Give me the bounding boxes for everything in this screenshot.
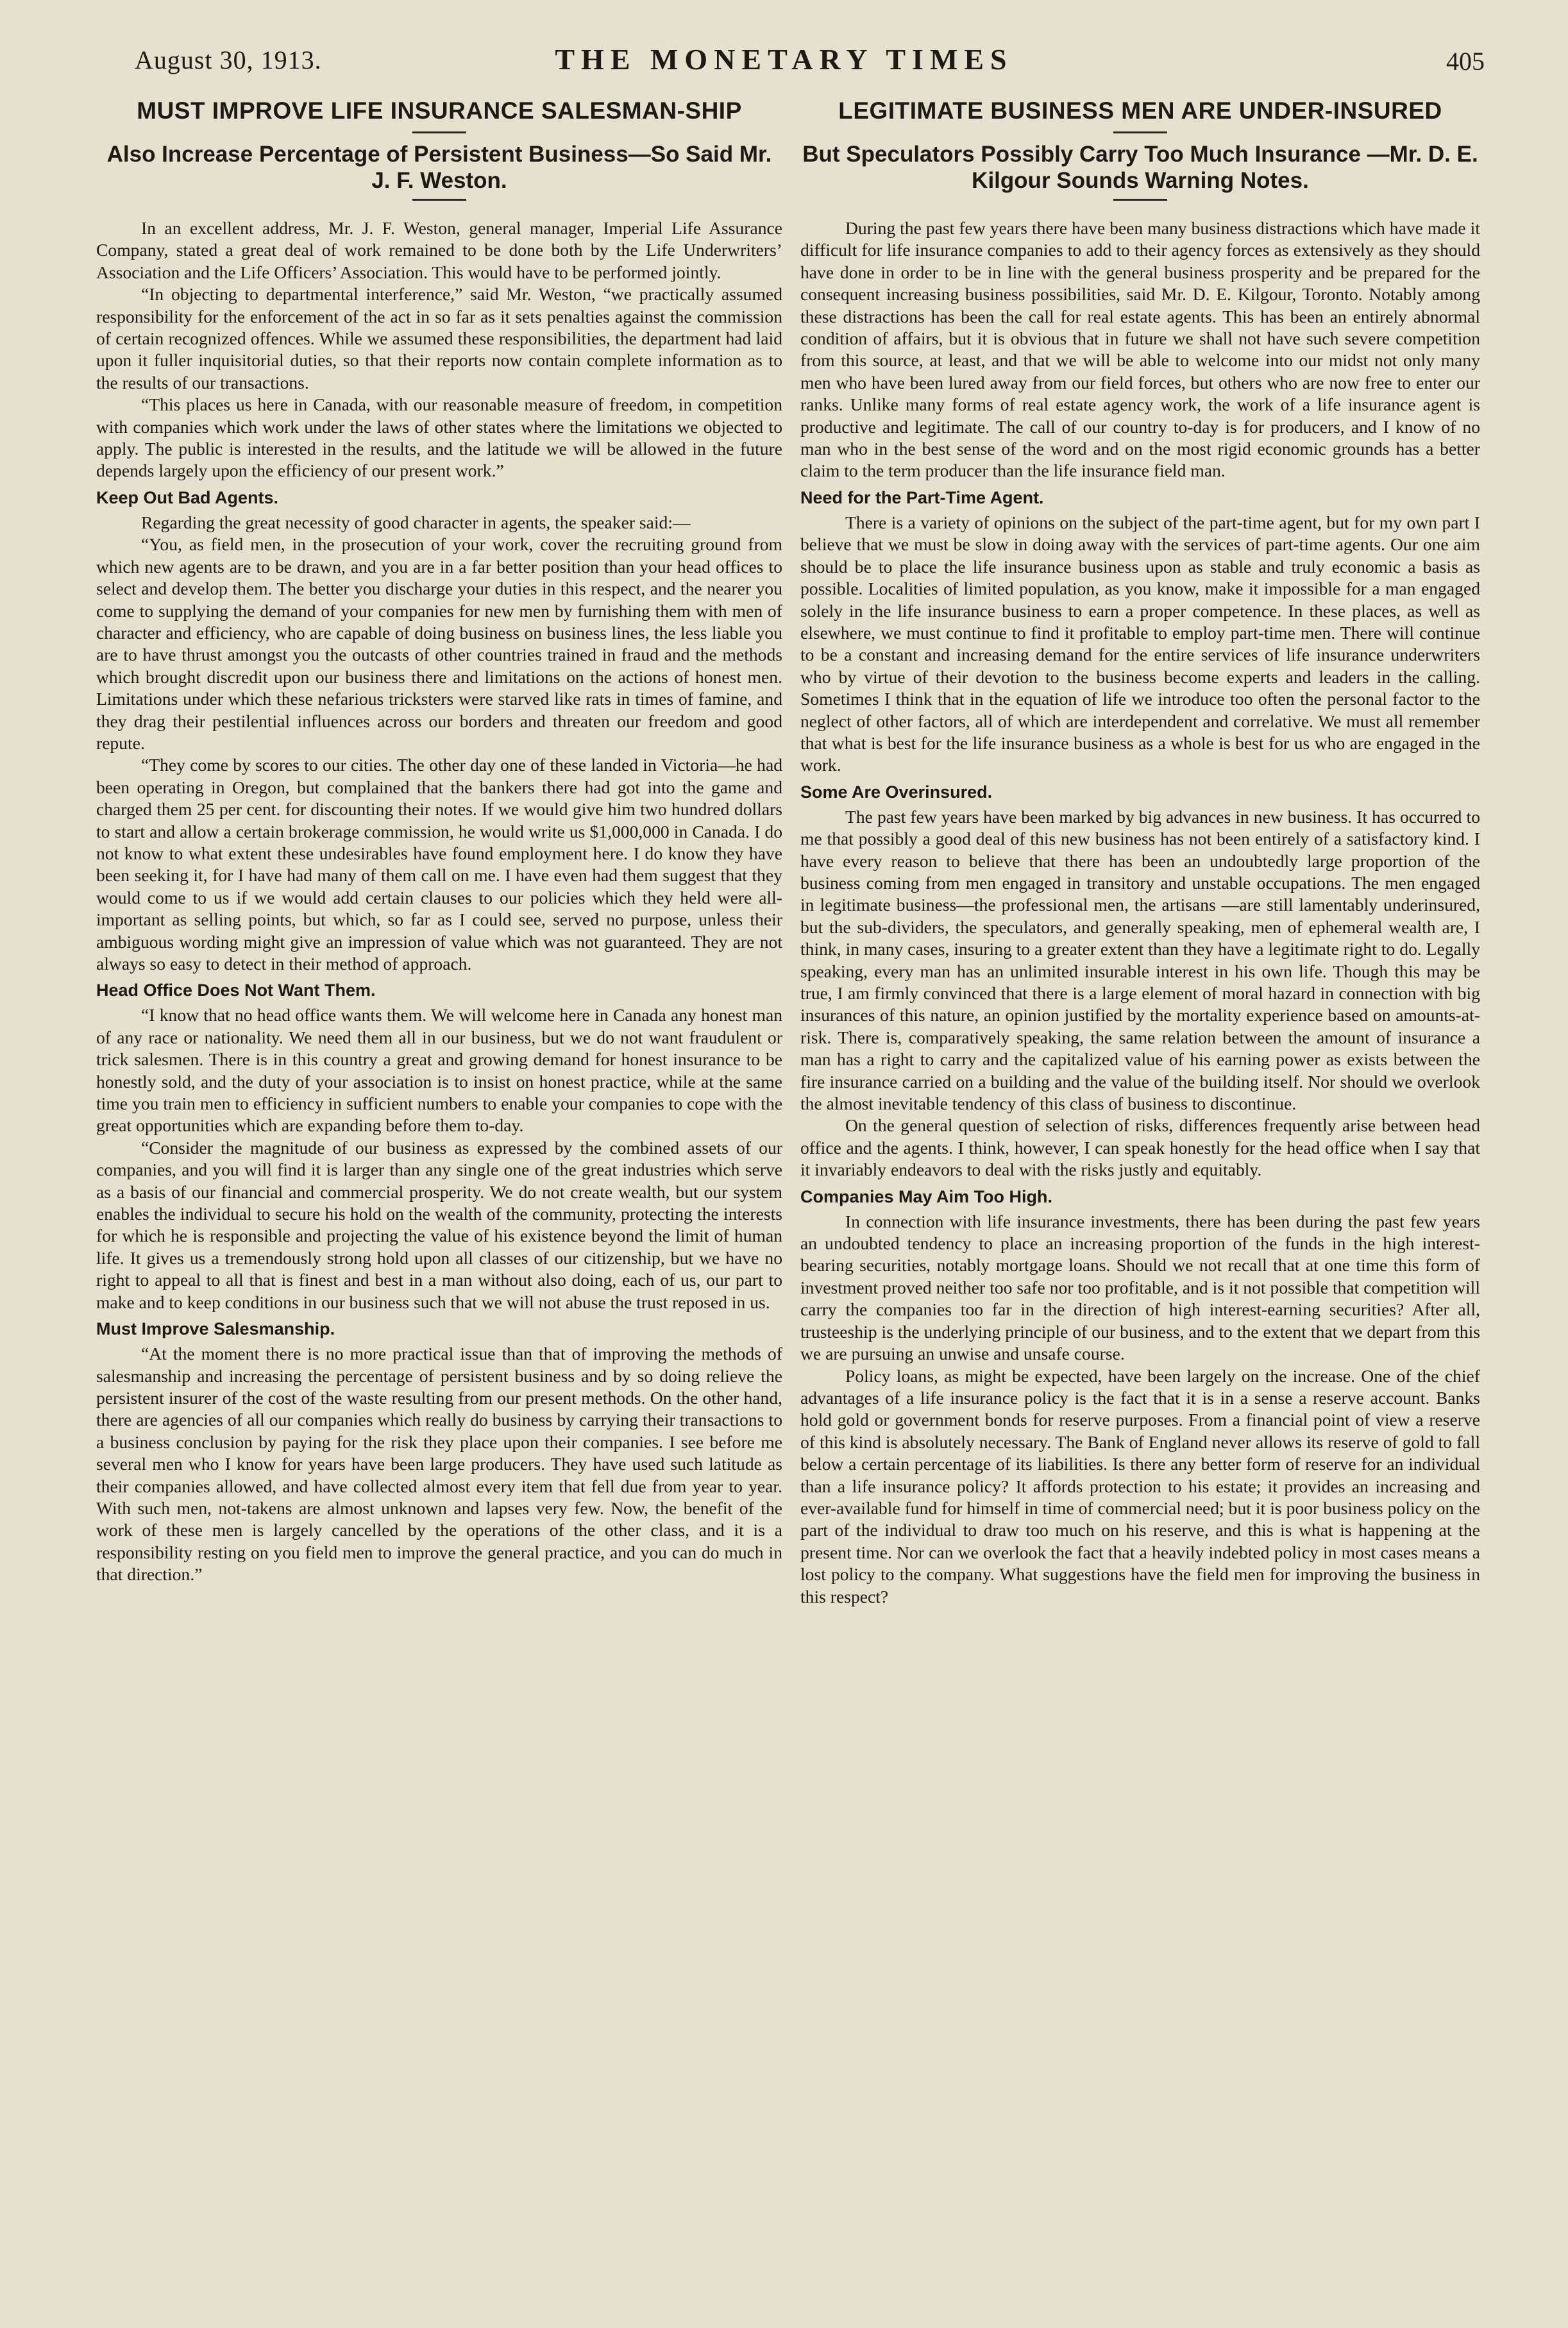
- section-heading: Some Are Overinsured.: [800, 782, 993, 802]
- section-heading: Must Improve Salesmanship.: [96, 1319, 335, 1339]
- article-body: [800, 217, 1480, 1608]
- page-number: 405: [1446, 47, 1485, 76]
- headline-rule: [1113, 131, 1167, 133]
- paragraph: “Consider the magnitude of our business as expressed by the combined assets of our companies, and you will find it is larger than any single one of the great industries which serve as a basis of our financial and commercial prosperity. We do not create wealth, but our system enables the individual to secure his hold on the wealth of the community, protecting the interests for which he is responsible and projecting the value of his existence beyond the limit of human life. It gives us a tremendously strong hold upon all classes of our citizenship, but we have no right to appeal to all that is finest and best in a man without also doing, each of us, our part to make and to keep conditions in our business such that we will not abuse the trust reposed in us.: [96, 1137, 782, 1312]
- paragraph: There is a variety of opinions on the subject of the part-time agent, but for my own part I believe that we must be slow in doing away with the services of part-time agents. Our one aim should be to place the life insurance business upon as stable and truly economic a basis as possible. Localities of limited population, as you know, make it impossible for a man engaged solely in the life insurance business to earn a proper competence. In these places, as well as elsewhere, we must continue to find it profitable to employ part-time men. There will continue to be a constant and increasing demand for the entire services of life insurance underwriters who by virtue of their devotion to the business become experts and leaders in the calling. Sometimes I think that in the equation of life we introduce too often the personal factor to the neglect of other factors, all of which are interdependent and correlative. We must all remember that what is best for the life insurance business as a whole is best for us who are engaged in the work.: [800, 512, 1480, 775]
- article-headline: LEGITIMATE BUSINESS MEN ARE UNDER-INSURED: [838, 97, 1442, 124]
- paragraph: Regarding the great necessity of good character in agents, the speaker said:—: [141, 512, 691, 532]
- article-body: [96, 217, 782, 1586]
- paragraph: “This places us here in Canada, with our reasonable measure of freedom, in competition with companies which work under the laws of other states where the limitations we objected to apply. The public is interested in the results, and the latitude we will be allowed in the future depends largely upon the efficiency of our present work.”: [96, 394, 782, 481]
- section-heading: Need for the Part-Time Agent.: [800, 487, 1044, 507]
- paragraph: During the past few years there have been many business distractions which have made it difficult for life insurance companies to add to their agency forces as extensively as they should have done in order to be in line with the general business prosperity and be prepared for the consequent increasing business possibilities, said Mr. D. E. Kilgour, Toronto. Notably among these distractions has been the call for real estate agents. This has been an entirely abnormal condition of affairs, but it is obvious that in future we shall not have such severe competition from this source, at least, and that we will be able to welcome into our midst not only many men who have been lured away from our field forces, but others who are now free to enter our ranks. Unlike many forms of real estate agency work, the work of a life insurance agent is productive and legitimate. The call of our country to-day is for producers, and I know of no man who in the best sense of the word and on the most rigid economic grounds has a better claim to the term producer than the life insurance field man.: [800, 218, 1480, 481]
- left-article: [96, 96, 782, 2302]
- subhead-rule: [412, 199, 466, 201]
- paragraph: The past few years have been marked by big advances in new business. It has occurred to me that possibly a good deal of this new business has not been entirely of a satisfactory kind. I have every reason to believe that there has been an undoubtedly large proportion of the business coming from men engaged in transitory and unstable occupations. The men engaged in legitimate business—the professional men, the artisans —are still lamentably underinsured, but the sub-dividers, the speculators, and generally speaking, men of ephemeral wealth are, I think, in many cases, insuring to a greater extent than they have a legitimate right to do. Legally speaking, every man has an unlimited insurable interest in his own life. Though this may be true, I am firmly convinced that there is a large element of moral hazard in connection with big insurances of this nature, an opinion justified by the mortality experience based on amounts-at-risk. There is, comparatively speaking, the same relation between the amount of insurance a man has a right to carry and the capitalized value of his earning power as exists between the fire insurance carried on a building and the value of the building itself. Nor should we overlook the almost inevitable tendency of this class of business to discontinue.: [800, 806, 1480, 1114]
- paragraph: “They come by scores to our cities. The other day one of these landed in Victoria—he had been operating in Oregon, but complained that the bankers there had got into the game and charged them 25 per cent. for discounting their notes. If we would give him two hundred dollars to start and allow a certain brokerage commission, he would write us $1,000,000 in Canada. I do not know to what extent these undesirables have found employment here. I do know they have been seeking it, for I have had many of them call on me. I have even had them suggest that they would come to us if we would add certain clauses to our policies which they held were all-important as selling points, but which, so far as I could see, served no purpose, unless their ambiguous wording might give an impression of value which was not guaranteed. They are not always so easy to detect in their method of approach.: [96, 755, 782, 974]
- headline-rule: [412, 131, 466, 133]
- paragraph: In an excellent address, Mr. J. F. Weston, general manager, Imperial Life Assurance Company, stated a great deal of work remained to be done both by the Life Underwriters’ Association and the Life Officers’ Association. This would have to be performed jointly.: [96, 218, 782, 282]
- paragraph: On the general question of selection of risks, differences frequently arise between head office and the agents. I think, however, I can speak honestly for the head office when I say that it invariably endeavors to deal with the risks justly and equitably.: [800, 1115, 1480, 1180]
- paragraph: Policy loans, as might be expected, have been largely on the increase. One of the chief advantages of a life insurance policy is the fact that it is in a sense a reserve account. Banks hold gold or government bonds for reserve purposes. From a financial point of view a reserve of this kind is absolutely necessary. The Bank of England never allows its reserve of gold to fall below a certain percentage of its liabilities. Is there any better form of reserve for an individual than a life insurance policy? It affords protection to his estate; it provides an increasing and ever-available fund for himself in time of commercial need; but it is poor business policy on the part of the individual to draw too much on his reserve, and this is what is happening at the present time. Nor can we overlook the fact that a heavily indebted policy in most cases means a lost policy to the company. What suggestions have the field men for improving the business in this respect?: [800, 1365, 1480, 1607]
- paragraph: “In objecting to departmental interference,” said Mr. Weston, “we practically assumed responsibility for the enforcement of the act in so far as it sets penalties against the commission of certain recognized offences. While we assumed these responsibilities, the department had laid upon it fuller inquisitorial duties, so that their reports now contain complete information as to the results of our transactions.: [96, 284, 782, 392]
- article-headline: MUST IMPROVE LIFE INSURANCE SALESMAN-SHIP: [137, 97, 742, 124]
- article-subhead: Also Increase Percentage of Persistent Business—So Said Mr. J. F. Weston.: [106, 142, 772, 193]
- subhead-rule: [1113, 199, 1167, 201]
- article-subhead: But Speculators Possibly Carry Too Much Insurance —Mr. D. E. Kilgour Sounds Warning Notes.: [802, 142, 1478, 193]
- running-head: [0, 38, 1568, 90]
- publication-title: THE MONETARY TIMES: [555, 43, 1013, 76]
- section-heading: Head Office Does Not Want Them.: [96, 981, 376, 1000]
- right-article: [800, 96, 1480, 2302]
- paragraph: “I know that no head office wants them. We will welcome here in Canada any honest man of any race or nationality. We need them all in our business, but we do not want fraudulent or trick salesmen. There is in this country a great and growing demand for honest insurance to be honestly sold, and the duty of your association is to insist on honest practice, while at the same time you train men to efficiency in sufficient numbers to enable your companies to cope with the great opportunities which are expanding before them to-day.: [96, 1005, 782, 1136]
- paragraph: In connection with life insurance investments, there has been during the past few years an undoubted tendency to place an increasing proportion of the funds in the high interest-bearing securities, notably mortgage loans. Should we not recall that at one time this form of investment proved neither too safe nor too profitable, and is it not possible that competition will carry the companies too far in the direction of high interest-earning securities? After all, trusteeship is the underlying principle of our business, and to the extent that we depart from this we are pursuing an unwise and unsafe course.: [800, 1211, 1480, 1364]
- section-heading: Keep Out Bad Agents.: [96, 487, 279, 507]
- issue-date: August 30, 1913.: [135, 46, 322, 74]
- paragraph: “At the moment there is no more practical issue than that of improving the methods of salesmanship and increasing the percentage of persistent business and by so doing relieve the persistent insurer of the cost of the waste resulting from our present methods. On the other hand, there are agencies of all our companies which really do business by carrying their transactions to a business conclusion by paying for the risk they place upon their companies. I see before me several men who I know for years have been large producers. They have used such latitude as their companies allowed, and have collected almost every item that fell due from year to year. With such men, not-takens are almost unknown and lapses very few. Now, the benefit of the work of these men is largely cancelled by the operations of the other class, and it is a responsibility resting on you field men to improve the general practice, and you can do much in that direction.”: [96, 1344, 782, 1585]
- paragraph: “You, as field men, in the prosecution of your work, cover the recruiting ground from which new agents are to be drawn, and you are in a far better position than your head offices to select and develop them. The better you discharge your duties in this respect, and the nearer you come to supplying the demand of your companies for new men by furnishing them with men of character and efficiency, who are capable of doing business on business lines, the less liable you are to have thrust amongst you the outcasts of other countries trained in fraud and the methods which brought discredit upon our business there and limitations on the actions of honest men. Limitations under which these nefarious tricksters were starved like rats in times of famine, and they drag their pestilential influences across our borders and threaten our freedom and good repute.: [96, 534, 782, 753]
- section-heading: Companies May Aim Too High.: [800, 1186, 1053, 1206]
